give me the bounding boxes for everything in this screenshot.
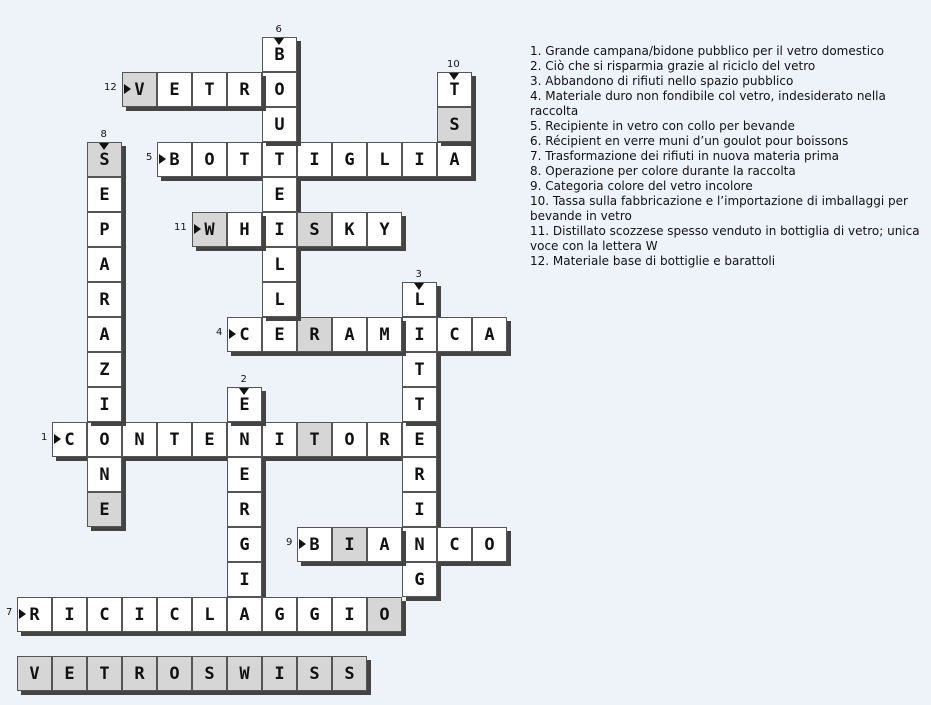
- grid-cell[interactable]: S: [297, 212, 332, 247]
- arrow-right-icon: [229, 329, 236, 339]
- grid-cell[interactable]: A: [332, 317, 367, 352]
- grid-cell[interactable]: A: [227, 597, 262, 632]
- clue-number-2: 2: [240, 374, 247, 385]
- clue-number-8: 8: [100, 129, 107, 140]
- grid-cell[interactable]: W: [192, 212, 227, 247]
- grid-cell[interactable]: A: [87, 247, 122, 282]
- grid-cell[interactable]: R: [17, 597, 52, 632]
- clue-number-3: 3: [415, 269, 422, 280]
- clue-7: 7. Trasformazione dei rifiuti in nuova materia prima: [530, 149, 839, 163]
- arrow-right-icon: [159, 154, 166, 164]
- clue-number-1: 1: [41, 432, 48, 443]
- grid-cell[interactable]: S: [437, 107, 472, 142]
- grid-cell[interactable]: I: [402, 492, 437, 527]
- solution-cell[interactable]: E: [52, 656, 87, 691]
- grid-cell[interactable]: E: [157, 72, 192, 107]
- solution-cell[interactable]: R: [122, 656, 157, 691]
- grid-cell[interactable]: K: [332, 212, 367, 247]
- clue-list: [530, 44, 925, 269]
- grid-cell[interactable]: L: [402, 282, 437, 317]
- grid-cell[interactable]: T: [157, 422, 192, 457]
- grid-cell[interactable]: L: [367, 142, 402, 177]
- grid-cell[interactable]: E: [227, 387, 262, 422]
- solution-cell[interactable]: S: [297, 656, 332, 691]
- grid-cell[interactable]: O: [262, 72, 297, 107]
- grid-cell[interactable]: T: [227, 142, 262, 177]
- grid-cell[interactable]: V: [122, 72, 157, 107]
- grid-cell[interactable]: R: [367, 422, 402, 457]
- grid-cell[interactable]: C: [437, 527, 472, 562]
- grid-cell[interactable]: E: [262, 317, 297, 352]
- grid-cell[interactable]: I: [262, 212, 297, 247]
- grid-cell[interactable]: S: [87, 142, 122, 177]
- grid-cell[interactable]: B: [157, 142, 192, 177]
- grid-cell[interactable]: H: [227, 212, 262, 247]
- grid-cell[interactable]: Z: [87, 352, 122, 387]
- clue-12: 12. Materiale base di bottiglie e barattoli: [530, 254, 776, 268]
- grid-cell[interactable]: O: [87, 422, 122, 457]
- grid-cell[interactable]: G: [262, 597, 297, 632]
- grid-cell[interactable]: R: [297, 317, 332, 352]
- grid-cell[interactable]: P: [87, 212, 122, 247]
- clue-3: 3. Abbandono di rifiuti nello spazio pubblico: [530, 74, 794, 88]
- grid-cell[interactable]: A: [437, 142, 472, 177]
- grid-cell[interactable]: I: [227, 562, 262, 597]
- grid-cell[interactable]: R: [227, 72, 262, 107]
- grid-cell[interactable]: C: [437, 317, 472, 352]
- grid-cell[interactable]: C: [87, 597, 122, 632]
- arrow-down-icon: [414, 283, 424, 290]
- grid-cell[interactable]: E: [227, 457, 262, 492]
- grid-cell[interactable]: C: [157, 597, 192, 632]
- solution-cell[interactable]: I: [262, 656, 297, 691]
- grid-cell[interactable]: T: [402, 387, 437, 422]
- grid-cell[interactable]: R: [227, 492, 262, 527]
- grid-cell[interactable]: T: [402, 352, 437, 387]
- clue-number-6: 6: [275, 24, 282, 35]
- grid-cell[interactable]: I: [332, 597, 367, 632]
- solution-cell[interactable]: V: [17, 656, 52, 691]
- grid-cell[interactable]: T: [262, 142, 297, 177]
- grid-cell[interactable]: M: [367, 317, 402, 352]
- clue-2: 2. Ciò che si risparmia grazie al riciclo del vetro: [530, 59, 816, 73]
- grid-cell[interactable]: I: [332, 527, 367, 562]
- grid-cell[interactable]: G: [297, 597, 332, 632]
- arrow-right-icon: [54, 434, 61, 444]
- grid-cell[interactable]: I: [262, 422, 297, 457]
- arrow-right-icon: [124, 84, 131, 94]
- grid-cell[interactable]: R: [402, 457, 437, 492]
- solution-cell[interactable]: W: [227, 656, 262, 691]
- grid-cell[interactable]: A: [367, 527, 402, 562]
- grid-cell[interactable]: U: [262, 107, 297, 142]
- grid-cell[interactable]: B: [297, 527, 332, 562]
- grid-cell[interactable]: N: [227, 422, 262, 457]
- clue-11: 11. Distillato scozzese spesso venduto in bottiglia di vetro; unica voce con la lettera W: [530, 224, 920, 253]
- clue-number-4: 4: [216, 327, 223, 338]
- solution-cell[interactable]: O: [157, 656, 192, 691]
- clue-10: 10. Tassa sulla fabbricazione e l’importazione di imballaggi per bevande in vetro: [530, 194, 908, 223]
- solution-cell[interactable]: S: [192, 656, 227, 691]
- clue-1: 1. Grande campana/bidone pubblico per il vetro domestico: [530, 44, 884, 58]
- solution-cell[interactable]: S: [332, 656, 367, 691]
- grid-cell[interactable]: R: [87, 282, 122, 317]
- grid-cell[interactable]: C: [52, 422, 87, 457]
- grid-cell[interactable]: E: [192, 422, 227, 457]
- clue-6: 6. Récipient en verre muni d’un goulot pour boissons: [530, 134, 849, 148]
- grid-cell[interactable]: I: [297, 142, 332, 177]
- grid-cell[interactable]: E: [402, 422, 437, 457]
- clue-4: 4. Materiale duro non fondibile col vetro, indesiderato nella raccolta: [530, 89, 886, 118]
- grid-cell[interactable]: O: [367, 597, 402, 632]
- grid-cell[interactable]: E: [262, 177, 297, 212]
- clue-number-12: 12: [104, 82, 117, 93]
- clue-number-5: 5: [146, 152, 153, 163]
- arrow-right-icon: [194, 224, 201, 234]
- grid-cell[interactable]: I: [402, 142, 437, 177]
- clue-5: 5. Recipiente in vetro con collo per bevande: [530, 119, 795, 133]
- grid-cell[interactable]: O: [192, 142, 227, 177]
- arrow-down-icon: [239, 388, 249, 395]
- grid-cell[interactable]: I: [122, 597, 157, 632]
- grid-cell[interactable]: B: [262, 37, 297, 72]
- grid-cell[interactable]: N: [87, 457, 122, 492]
- grid-cell[interactable]: L: [192, 597, 227, 632]
- grid-cell[interactable]: G: [227, 527, 262, 562]
- arrow-down-icon: [274, 38, 284, 45]
- grid-cell[interactable]: O: [472, 527, 507, 562]
- grid-cell[interactable]: I: [87, 387, 122, 422]
- grid-cell[interactable]: I: [402, 317, 437, 352]
- arrow-right-icon: [19, 609, 26, 619]
- grid-cell[interactable]: G: [332, 142, 367, 177]
- clue-number-9: 9: [286, 537, 293, 548]
- grid-cell[interactable]: L: [262, 247, 297, 282]
- clue-8: 8. Operazione per colore durante la raccolta: [530, 164, 796, 178]
- grid-cell[interactable]: T: [437, 72, 472, 107]
- grid-cell[interactable]: G: [402, 562, 437, 597]
- clue-9: 9. Categoria colore del vetro incolore: [530, 179, 753, 193]
- grid-cell[interactable]: E: [87, 177, 122, 212]
- grid-cell[interactable]: O: [332, 422, 367, 457]
- arrow-down-icon: [449, 73, 459, 80]
- arrow-down-icon: [99, 143, 109, 150]
- clue-number-7: 7: [6, 607, 13, 618]
- grid-cell[interactable]: I: [52, 597, 87, 632]
- grid-cell[interactable]: L: [262, 282, 297, 317]
- arrow-right-icon: [299, 539, 306, 549]
- grid-cell[interactable]: N: [122, 422, 157, 457]
- solution-cell[interactable]: T: [87, 656, 122, 691]
- grid-cell[interactable]: T: [192, 72, 227, 107]
- grid-cell[interactable]: C: [227, 317, 262, 352]
- grid-cell[interactable]: A: [472, 317, 507, 352]
- clue-number-11: 11: [174, 222, 187, 233]
- grid-cell[interactable]: T: [297, 422, 332, 457]
- grid-cell[interactable]: N: [402, 527, 437, 562]
- clue-number-10: 10: [447, 59, 460, 70]
- grid-cell[interactable]: Y: [367, 212, 402, 247]
- grid-cell[interactable]: A: [87, 317, 122, 352]
- grid-cell[interactable]: E: [87, 492, 122, 527]
